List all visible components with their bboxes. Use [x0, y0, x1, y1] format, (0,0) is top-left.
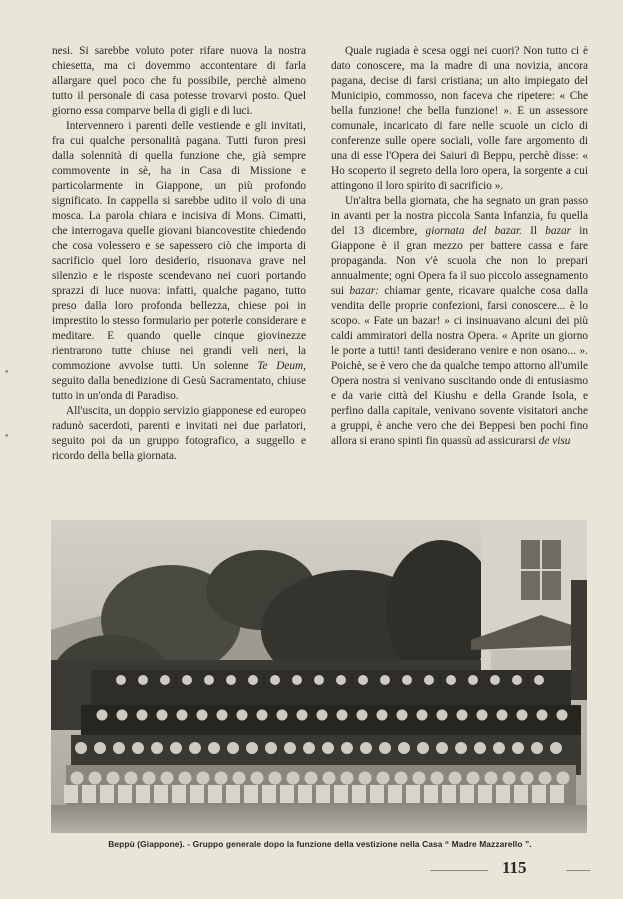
person-face: [402, 675, 412, 685]
person-face: [215, 772, 228, 785]
person-face: [477, 710, 488, 721]
person-face: [94, 742, 106, 754]
child-dress: [550, 785, 564, 803]
person-face: [539, 772, 552, 785]
person-face: [160, 675, 170, 685]
child-dress: [280, 785, 294, 803]
person-face: [269, 772, 282, 785]
child-dress: [478, 785, 492, 803]
person-face: [417, 742, 429, 754]
person-face: [284, 742, 296, 754]
person-face: [107, 772, 120, 785]
person-face: [197, 772, 210, 785]
person-face: [503, 772, 516, 785]
divider: [566, 870, 590, 871]
person-face: [117, 710, 128, 721]
person-face: [189, 742, 201, 754]
paragraph: All'uscita, un doppio servizio giapponese ed europeo radunò sacerdoti, parenti e invitati nei due parlatori, seguito poi da un gruppo fotografico, a suggello e ricordo della bella giornata.: [52, 405, 306, 462]
person-face: [485, 772, 498, 785]
person-face: [550, 742, 562, 754]
person-face: [337, 710, 348, 721]
person-face: [204, 675, 214, 685]
person-face: [397, 710, 408, 721]
person-face: [357, 710, 368, 721]
person-face: [197, 710, 208, 721]
child-dress: [100, 785, 114, 803]
person-face: [490, 675, 500, 685]
paragraph: Un'altra bella giornata, che ha segnato un gran passo in avanti per la nostra piccola Santa Infanzia, fu quella del 13 dicembre, giornata del bazar. Il bazar in Giappone è il gran mezzo per battere cassa e fare propaganda. Non v'è scuola che non lo prepari annualmente; ogni Opera fa il suo piccolo assegnamento sui bazar: chiamar gente, ricavare qualche cosa dalla vendita delle proprie confezioni, farsi conoscere... è lo scopo. « Fate un bazar! » ci insinuavano alcuni dei più caldi ammiratori della nostra Opera. « Aprite un giorno le porte a tutti! tanti desiderano venire e non osano... ». Poichè, se è vero che da qualche tempo attorno all'umile Opera nostra si venivano suscitando onde di entusiasmo e da varie città del Kiushu e della Grande Isola, e perfino dalla capitale, venivano sovente visitatori anche a gruppi, è anche vero che dei Beppesi ben pochi fino allora si erano spinti fin quassù ad assicurarsi de visu: [331, 195, 589, 447]
person-face: [379, 742, 391, 754]
person-face: [116, 675, 126, 685]
person-face: [71, 772, 84, 785]
page-number: 115: [502, 858, 527, 877]
person-face: [227, 742, 239, 754]
child-dress: [424, 785, 438, 803]
person-face: [413, 772, 426, 785]
child-dress: [190, 785, 204, 803]
person-face: [277, 710, 288, 721]
person-face: [208, 742, 220, 754]
person-face: [424, 675, 434, 685]
person-face: [512, 675, 522, 685]
person-face: [233, 772, 246, 785]
child-dress: [352, 785, 366, 803]
child-dress: [442, 785, 456, 803]
person-face: [217, 710, 228, 721]
person-face: [474, 742, 486, 754]
person-face: [257, 710, 268, 721]
person-face: [431, 772, 444, 785]
photo-caption: Beppù (Giappone). - Gruppo generale dopo la funzione della vestizione nella Casa “ Madre Mazzarello ”.: [108, 839, 532, 849]
child-dress: [118, 785, 132, 803]
person-face: [89, 772, 102, 785]
person-face: [380, 675, 390, 685]
child-dress: [244, 785, 258, 803]
person-face: [179, 772, 192, 785]
person-face: [531, 742, 543, 754]
child-dress: [262, 785, 276, 803]
child-dress: [226, 785, 240, 803]
child-dress: [316, 785, 330, 803]
person-face: [457, 710, 468, 721]
child-dress: [532, 785, 546, 803]
person-face: [455, 742, 467, 754]
margin-dot: •: [4, 368, 10, 378]
child-dress: [64, 785, 78, 803]
person-face: [113, 742, 125, 754]
group-photograph: [51, 520, 587, 833]
left-text-column: [52, 44, 306, 464]
person-face: [446, 675, 456, 685]
child-dress: [172, 785, 186, 803]
person-face: [237, 710, 248, 721]
person-face: [297, 710, 308, 721]
person-face: [287, 772, 300, 785]
paragraph: Intervennero i parenti delle vestiende e gli invitati, fra cui qualche personalità pagana. Tutti furon presi dalla solennità di quella funzione che, già sempre commovente in sè, ha in Casa di Missione e particolarmente in Giappone, un più profondo significato. In cappella si sarebbe udito il volo di una mosca. La parola chiara e incisiva di Mons. Cimatti, che interrogava quelle giovani biancovestite chiedendo che cosa volessero e se sapessero ciò che importa di sacrificio quel loro desiderio, risuonava grave nel silenzio e le risposte scendevano nei cuori portando sprazzi di luce nuova: infatti, qualche pagano, tutto preso dalla loro profonda bellezza, chiese poi in imprestito lo stesso formulario per poterle considerare e meditare. E quando quelle cinque giovinezze rientrarono tutte chiuse nei grandi veli neri, la commozione avvolse tutti. Un solenne Te Deum, seguito dalla benedizione di Gesù Sacramentato, chiuse tutto in un'onda di Paradiso.: [52, 120, 306, 402]
person-face: [521, 772, 534, 785]
child-dress: [496, 785, 510, 803]
person-face: [314, 675, 324, 685]
person-face: [182, 675, 192, 685]
person-face: [468, 675, 478, 685]
person-face: [467, 772, 480, 785]
child-dress: [136, 785, 150, 803]
person-face: [359, 772, 372, 785]
child-dress: [514, 785, 528, 803]
person-face: [517, 710, 528, 721]
person-face: [251, 772, 264, 785]
person-face: [377, 772, 390, 785]
photograph-image: [51, 520, 587, 833]
person-face: [125, 772, 138, 785]
person-face: [248, 675, 258, 685]
person-face: [377, 710, 388, 721]
person-face: [305, 772, 318, 785]
child-dress: [334, 785, 348, 803]
person-face: [341, 772, 354, 785]
child-dress: [154, 785, 168, 803]
child-dress: [82, 785, 96, 803]
person-face: [398, 742, 410, 754]
person-face: [246, 742, 258, 754]
paragraph: nesi. Si sarebbe voluto poter rifare nuova la nostra chiesetta, ma ci dovemmo accontentare di farla allargare quel poco che fu possibile, perchè almeno tutto il personale di casa potesse trovarvi posto. Quel giorno essa comparve bella di gigli e di luci.: [52, 45, 306, 117]
person-face: [157, 710, 168, 721]
person-face: [323, 772, 336, 785]
person-face: [360, 742, 372, 754]
person-face: [512, 742, 524, 754]
child-dress: [370, 785, 384, 803]
child-dress: [406, 785, 420, 803]
person-face: [449, 772, 462, 785]
person-face: [395, 772, 408, 785]
person-face: [341, 742, 353, 754]
child-dress: [208, 785, 222, 803]
person-face: [265, 742, 277, 754]
right-text-column: [331, 44, 588, 449]
people-group: [66, 670, 581, 805]
margin-dot: •: [4, 432, 10, 442]
person-face: [537, 710, 548, 721]
divider: [430, 870, 488, 871]
person-face: [557, 710, 568, 721]
person-face: [143, 772, 156, 785]
person-face: [336, 675, 346, 685]
person-face: [170, 742, 182, 754]
child-dress: [460, 785, 474, 803]
paragraph: Quale rugiada è scesa oggi nei cuori? Non tutto ci è dato conoscere, ma la madre di una novizia, ancora pagana, decise di farsi cristiana; un alto impiegato del Municipio, commosso, non faceva che ripetere: « Che bella funzione! che bella funzione! ». E un assessore comunale, incaricato di fare nelle scuole un ciclo di conferenze sulle opere sociali, volle fare argomento di una di esse l'Opera dei Saiuri di Beppu, perchè disse: « Ho scoperto il segreto della loro opera, la sorgente a cui attingono il loro spirito di sacrificio ».: [331, 45, 588, 192]
person-face: [137, 710, 148, 721]
person-face: [534, 675, 544, 685]
person-face: [270, 675, 280, 685]
person-face: [132, 742, 144, 754]
child-dress: [298, 785, 312, 803]
person-face: [75, 742, 87, 754]
person-face: [358, 675, 368, 685]
person-face: [226, 675, 236, 685]
person-face: [557, 772, 570, 785]
person-face: [97, 710, 108, 721]
person-face: [161, 772, 174, 785]
person-face: [317, 710, 328, 721]
person-face: [436, 742, 448, 754]
person-face: [292, 675, 302, 685]
person-face: [177, 710, 188, 721]
person-face: [417, 710, 428, 721]
child-dress: [388, 785, 402, 803]
person-face: [151, 742, 163, 754]
person-face: [493, 742, 505, 754]
person-face: [497, 710, 508, 721]
person-face: [322, 742, 334, 754]
person-face: [138, 675, 148, 685]
person-face: [437, 710, 448, 721]
person-face: [303, 742, 315, 754]
